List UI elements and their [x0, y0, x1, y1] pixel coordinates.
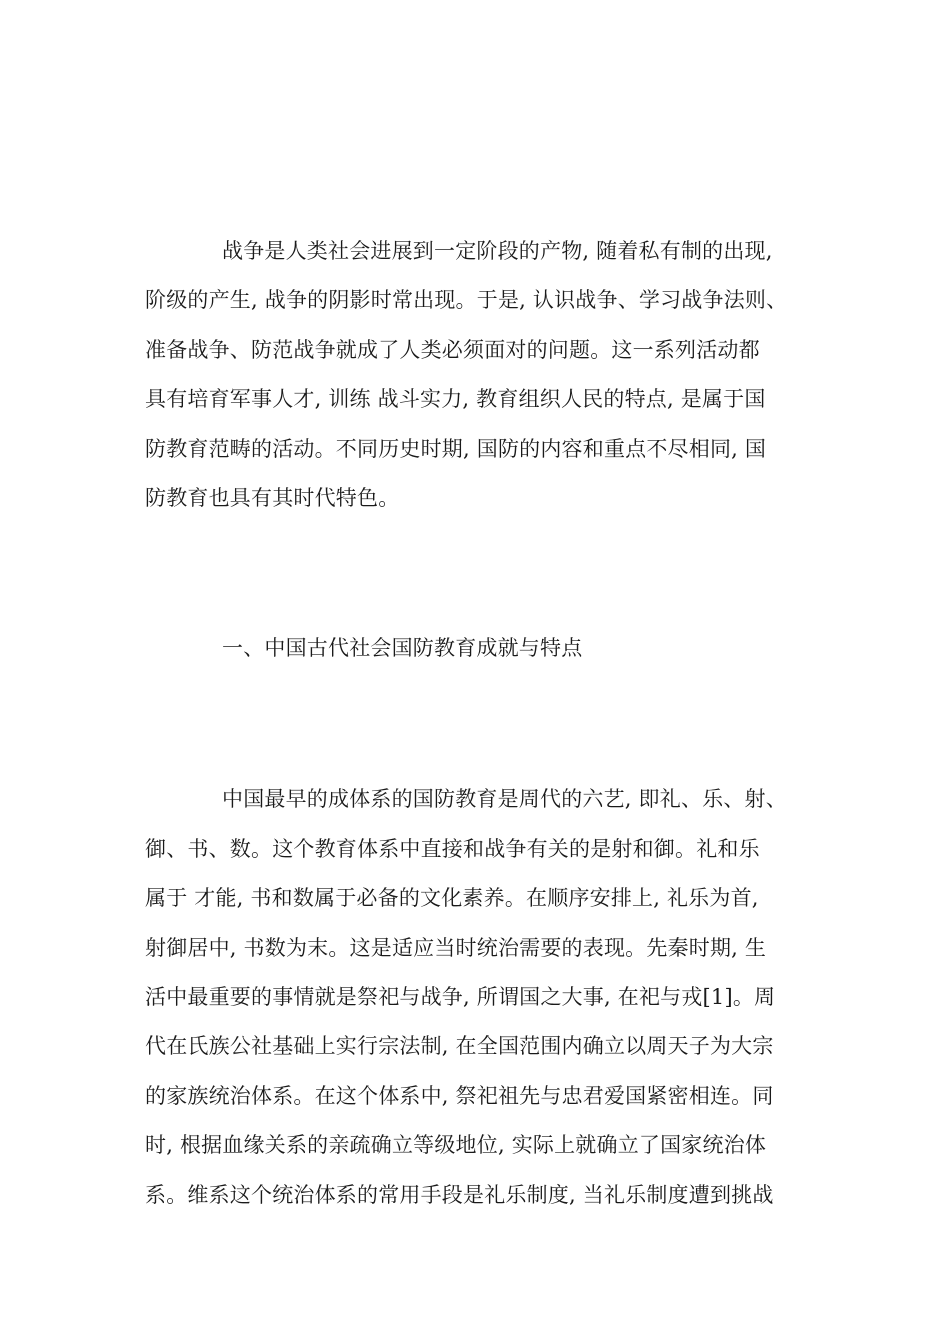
text-line: 准备战争、防范战争就成了人类必须面对的问题。这一系列活动都 [145, 338, 760, 362]
text-line: 时, 根据血缘关系的亲疏确立等级地位, 实际上就确立了国家统治体 [145, 1133, 767, 1157]
text-line: 属于 才能, 书和数属于必备的文化素养。在顺序安排上, 礼乐为首, [145, 886, 759, 910]
text-line: 防教育范畴的活动。不同历史时期, 国防的内容和重点不尽相同, 国 [145, 437, 767, 461]
text-line: 具有培育军事人才, 训练 战斗实力, 教育组织人民的特点, 是属于国 [145, 387, 766, 411]
text-line: 活中最重要的事情就是祭祀与战争, 所谓国之大事, 在祀与戎[1]。周 [145, 985, 776, 1009]
section-heading: 一、中国古代社会国防教育成就与特点 [222, 636, 583, 660]
text-line: 系。维系这个统治体系的常用手段是礼乐制度, 当礼乐制度遭到挑战 [145, 1183, 774, 1207]
text-line: 战争是人类社会进展到一定阶段的产物, 随着私有制的出现, [222, 239, 773, 263]
text-line: 御、书、数。这个教育体系中直接和战争有关的是射和御。礼和乐 [145, 837, 760, 861]
text-line: 射御居中, 书数为末。这是适应当时统治需要的表现。先秦时期, 生 [145, 936, 767, 960]
text-line: 阶级的产生, 战争的阴影时常出现。于是, 认识战争、学习战争法则、 [145, 288, 788, 312]
text-line: 中国最早的成体系的国防教育是周代的六艺, 即礼、乐、射、 [222, 787, 787, 811]
text-line: 防教育也具有其时代特色。 [145, 486, 400, 510]
text-line: 的家族统治体系。在这个体系中, 祭祀祖先与忠君爱国紧密相连。同 [145, 1084, 774, 1108]
text-line: 代在氏族公社基础上实行宗法制, 在全国范围内确立以周天子为大宗 [145, 1034, 774, 1058]
